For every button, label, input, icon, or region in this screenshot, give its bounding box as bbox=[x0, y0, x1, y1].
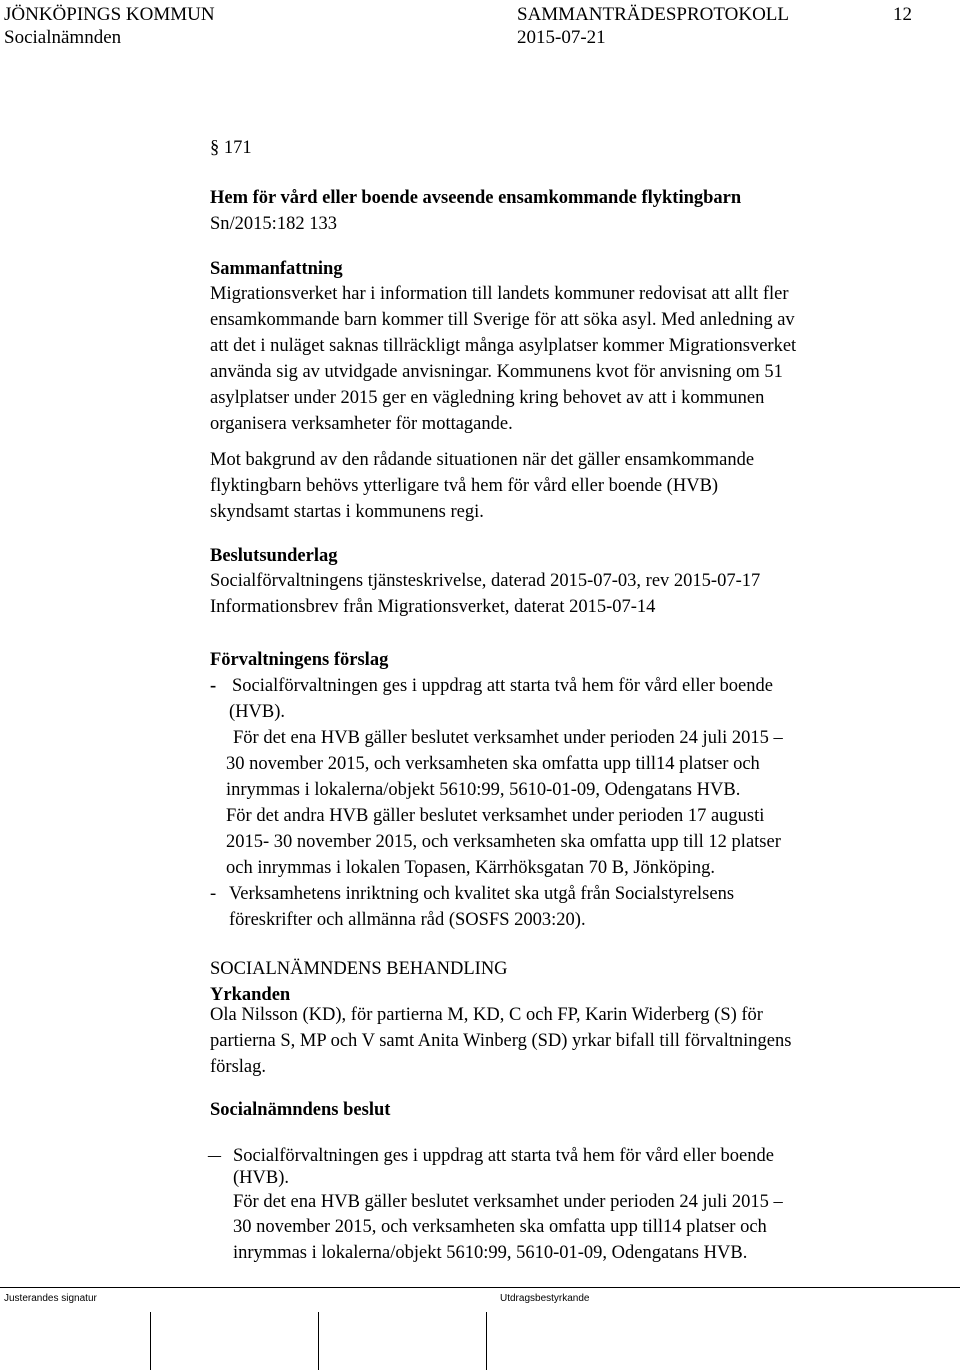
forslag-line: Socialförvaltningen ges i uppdrag att starta två hem för vård eller boende bbox=[232, 676, 773, 696]
beslut-line: 30 november 2015, och verksamheten ska omfatta upp till14 platser och bbox=[233, 1217, 767, 1237]
forslag-line: (HVB). bbox=[229, 702, 286, 722]
beslutsunderlag-item: Informationsbrev från Migrationsverket, daterat 2015-07-14 bbox=[210, 597, 656, 617]
footer-rule bbox=[0, 1287, 960, 1288]
yrkanden-line: partierna S, MP och V samt Anita Winberg (SD) yrkar bifall till förvaltningens bbox=[210, 1031, 792, 1051]
forslag-line: 30 november 2015, och verksamheten ska omfatta upp till14 platser och bbox=[226, 754, 760, 774]
sammanfattning-line: asylplatser under 2015 ger en vägledning kring behovet av att i kommunen bbox=[210, 388, 765, 408]
signature-box-divider bbox=[486, 1312, 487, 1370]
beslutsunderlag-heading: Beslutsunderlag bbox=[210, 546, 338, 566]
yrkanden-heading: Yrkanden bbox=[210, 985, 291, 1005]
forslag-line: För det andra HVB gäller beslutet verksamhet under perioden 17 augusti bbox=[226, 806, 765, 826]
forslag-line: inrymmas i lokalerna/objekt 5610:99, 5610-01-09, Odengatans HVB. bbox=[226, 780, 741, 800]
sammanfattning-line: organisera verksamheter för mottagande. bbox=[210, 414, 513, 434]
header-committee: Socialnämnden bbox=[4, 27, 122, 48]
signature-box-divider bbox=[318, 1312, 319, 1370]
sammanfattning-line: Mot bakgrund av den rådande situationen när det gäller ensamkommande bbox=[210, 450, 755, 470]
yrkanden-line: Ola Nilsson (KD), för partierna M, KD, C och FP, Karin Widerberg (S) för bbox=[210, 1005, 763, 1025]
forslag-heading: Förvaltningens förslag bbox=[210, 650, 389, 670]
beslut-line: (HVB). bbox=[233, 1168, 290, 1188]
sammanfattning-heading: Sammanfattning bbox=[210, 259, 343, 279]
behandling-heading: SOCIALNÄMNDENS BEHANDLING bbox=[210, 959, 508, 979]
sammanfattning-line: att det i nuläget saknas tillräckligt många asylplatser kommer Migrationsverket bbox=[210, 336, 797, 356]
beslut-line: inrymmas i lokalerna/objekt 5610:99, 5610-01-09, Odengatans HVB. bbox=[233, 1243, 748, 1263]
header-municipality: JÖNKÖPINGS KOMMUN bbox=[4, 4, 215, 25]
sammanfattning-line: Migrationsverket har i information till landets kommuner redovisat att allt fler bbox=[210, 284, 789, 304]
forslag-line: För det ena HVB gäller beslutet verksamhet under perioden 24 juli 2015 – bbox=[233, 728, 783, 748]
forslag-line: Verksamhetens inriktning och kvalitet ska utgå från Socialstyrelsens bbox=[229, 884, 735, 904]
forslag-line: och inrymmas i lokalen Topasen, Kärrhöksgatan 70 B, Jönköping. bbox=[226, 858, 716, 878]
beslut-line: För det ena HVB gäller beslutet verksamhet under perioden 24 juli 2015 – bbox=[233, 1192, 783, 1212]
signature-box-divider bbox=[150, 1312, 151, 1370]
header-date: 2015-07-21 bbox=[517, 27, 606, 48]
beslut-bullet-marker: – bbox=[208, 1146, 221, 1166]
forslag-bullet-marker: - bbox=[210, 676, 217, 696]
footer-certification-label: Utdragsbestyrkande bbox=[500, 1293, 590, 1304]
beslutsunderlag-item: Socialförvaltningens tjänsteskrivelse, daterad 2015-07-03, rev 2015-07-17 bbox=[210, 571, 761, 591]
yrkanden-line: förslag. bbox=[210, 1057, 266, 1077]
header-protocol-title: SAMMANTRÄDESPROTOKOLL bbox=[517, 4, 790, 25]
page-number: 12 bbox=[893, 4, 912, 25]
footer-signature-label: Justerandes signatur bbox=[4, 1293, 97, 1304]
forslag-bullet-marker: - bbox=[210, 884, 217, 904]
sammanfattning-line: använda sig av utvidgade anvisningar. Kommunens kvot för anvisning om 51 bbox=[210, 362, 783, 382]
beslut-line: Socialförvaltningen ges i uppdrag att starta två hem för vård eller boende bbox=[233, 1146, 774, 1166]
sammanfattning-line: ensamkommande barn kommer till Sverige för att söka asyl. Med anledning av bbox=[210, 310, 795, 330]
forslag-line: föreskrifter och allmänna råd (SOSFS 2003:20). bbox=[229, 910, 586, 930]
forslag-line: 2015- 30 november 2015, och verksamheten ska omfatta upp till 12 platser bbox=[226, 832, 781, 852]
sammanfattning-line: flyktingbarn behövs ytterligare två hem för vård eller boende (HVB) bbox=[210, 476, 719, 496]
section-number: § 171 bbox=[210, 138, 252, 158]
sammanfattning-line: skyndsamt startas i kommunens regi. bbox=[210, 502, 484, 522]
section-reference: Sn/2015:182 133 bbox=[210, 214, 337, 234]
beslut-heading: Socialnämndens beslut bbox=[210, 1100, 391, 1120]
section-title: Hem för vård eller boende avseende ensamkommande flyktingbarn bbox=[210, 188, 742, 208]
